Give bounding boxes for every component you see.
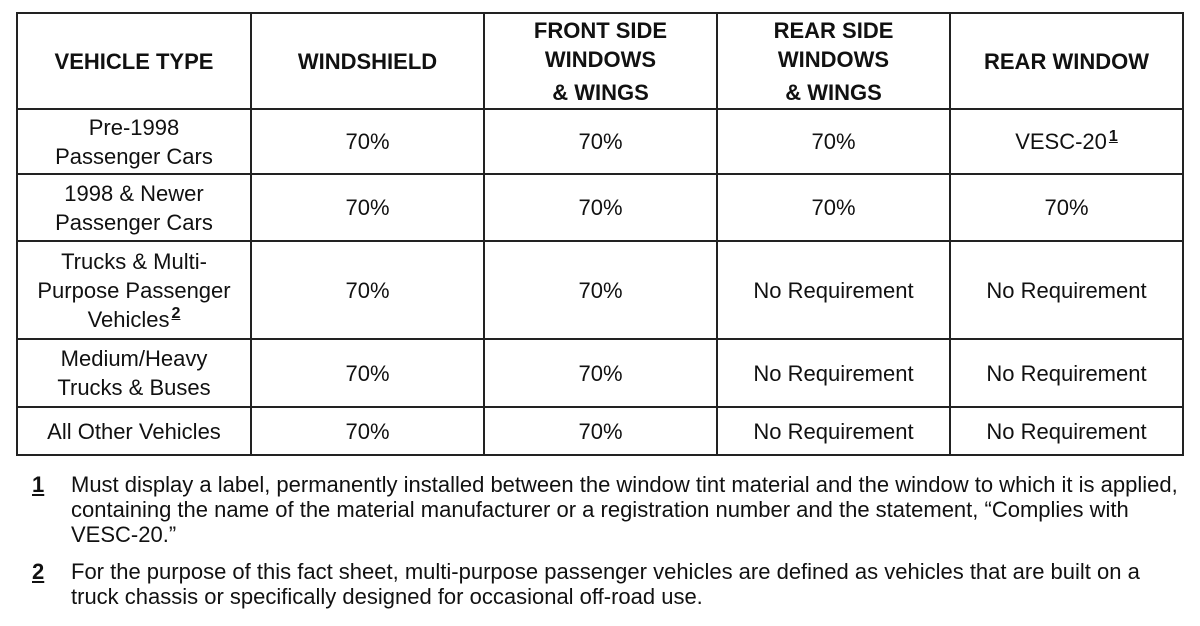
footnote-text: For the purpose of this fact sheet, multi-purpose passenger vehicles are defined as vehicles that are built on a truck chassis or specifically designed for occasional off-road use. <box>71 559 1140 609</box>
header-windshield: WINDSHIELD <box>251 13 484 109</box>
tint-requirements-table <box>16 12 1184 456</box>
header-vehicle-type: VEHICLE TYPE <box>17 13 251 109</box>
footnote-1 <box>16 472 1182 547</box>
rear-side-cell: 70% <box>717 109 950 174</box>
front-side-cell: 70% <box>484 407 717 455</box>
rear-side-cell: No Requirement <box>717 241 950 339</box>
table-row <box>17 339 1183 407</box>
front-side-cell: 70% <box>484 339 717 407</box>
front-side-cell: 70% <box>484 109 717 174</box>
footnote-text: Must display a label, permanently installed between the window tint material and the window to which it is applied, containing the name of the material manufacturer or a registration number and the statement, “Complies with VESC-20.” <box>71 472 1178 547</box>
rear-window-cell: No Requirement <box>950 407 1183 455</box>
table-row <box>17 407 1183 455</box>
vehicle-type-cell: Trucks & Multi- Purpose Passenger Vehicles $^2$ <box>17 241 251 339</box>
front-side-cell: 70% <box>484 174 717 241</box>
rear-side-cell: No Requirement <box>717 407 950 455</box>
vehicle-type-cell: 1998 & Newer Passenger Cars <box>17 174 251 241</box>
header-front-side-windows: FRONT SIDE WINDOWS & WINGS <box>484 13 717 109</box>
windshield-cell: 70% <box>251 241 484 339</box>
footnote-number: 1 <box>32 472 45 497</box>
windshield-cell: 70% <box>251 174 484 241</box>
footnote-2 <box>16 559 1182 609</box>
footnotes <box>16 472 1182 621</box>
footnote-ref-2: 2 <box>171 305 181 323</box>
table-header-row <box>17 13 1183 109</box>
vehicle-type-cell: Medium/Heavy Trucks & Buses <box>17 339 251 407</box>
table-row <box>17 241 1183 339</box>
windshield-cell: 70% <box>251 407 484 455</box>
vehicle-type-cell: Pre-1998 Passenger Cars <box>17 109 251 174</box>
header-rear-side-windows: REAR SIDE WINDOWS & WINGS <box>717 13 950 109</box>
windshield-cell: 70% <box>251 339 484 407</box>
windshield-cell: 70% <box>251 109 484 174</box>
header-rear-window: REAR WINDOW <box>950 13 1183 109</box>
table-row <box>17 174 1183 241</box>
table-row <box>17 109 1183 174</box>
rear-side-cell: 70% <box>717 174 950 241</box>
rear-window-cell: 70% <box>950 174 1183 241</box>
rear-window-cell: No Requirement <box>950 241 1183 339</box>
front-side-cell: 70% <box>484 241 717 339</box>
rear-window-cell: No Requirement <box>950 339 1183 407</box>
footnote-ref-1: 1 <box>1108 127 1118 145</box>
rear-side-cell: No Requirement <box>717 339 950 407</box>
rear-window-cell: VESC-20 $^1$ <box>950 109 1183 174</box>
vehicle-type-cell: All Other Vehicles <box>17 407 251 455</box>
footnote-number: 2 <box>32 559 45 584</box>
